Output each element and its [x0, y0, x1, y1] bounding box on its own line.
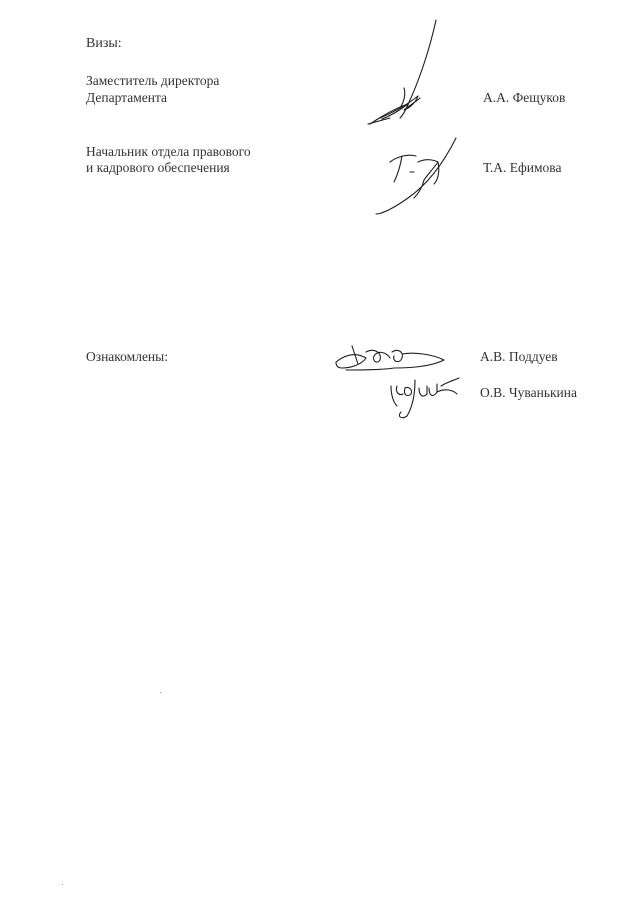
signature-fheshchukov: [360, 18, 460, 130]
visa-1-position-line2: Департамента: [86, 90, 168, 105]
signature-efimova: [368, 132, 468, 222]
scan-speck: [160, 692, 161, 693]
visa-1-position-line1: Заместитель директора: [86, 73, 220, 88]
visa-1-name: А.А. Фещуков: [483, 90, 566, 105]
visa-2-position-line1: Начальник отдела правового: [86, 144, 251, 159]
acknowledged-label: Ознакомлены:: [86, 349, 168, 364]
signature-chuvankina: [385, 372, 465, 422]
acknowledged-name-1: А.В. Поддуев: [480, 349, 558, 364]
signature-podduev: [332, 340, 462, 376]
visa-2-position-line2: и кадрового обеспечения: [86, 160, 230, 175]
visas-heading: Визы:: [86, 36, 122, 51]
acknowledged-name-2: О.В. Чуванькина: [480, 385, 577, 400]
visa-2-name: Т.А. Ефимова: [483, 160, 562, 175]
scan-speck: [62, 884, 63, 885]
